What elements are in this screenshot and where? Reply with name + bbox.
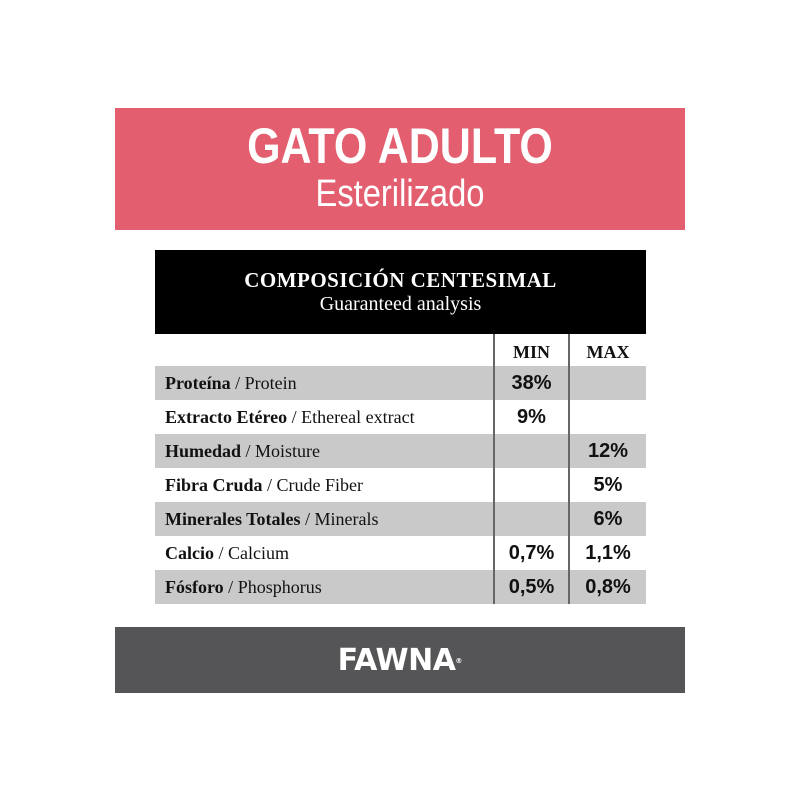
table-row-phosphorus bbox=[155, 570, 646, 604]
footer-banner bbox=[115, 627, 685, 693]
nutrient-name-es: Proteína bbox=[165, 373, 231, 393]
max-value: 6% bbox=[568, 502, 646, 536]
min-value: 0,7% bbox=[493, 536, 568, 570]
product-title: GATO ADULTO bbox=[247, 118, 553, 174]
brand-name: FAWNA bbox=[337, 643, 456, 678]
name-separator: / bbox=[287, 407, 302, 427]
name-separator: / bbox=[214, 543, 229, 563]
min-value: 9% bbox=[493, 400, 568, 434]
table-row-moisture bbox=[155, 434, 646, 468]
name-separator: / bbox=[300, 509, 315, 529]
table-row-calcium bbox=[155, 536, 646, 570]
table-row-protein bbox=[155, 366, 646, 400]
nutrient-name-en: Ethereal extract bbox=[301, 407, 415, 427]
nutrient-name-en: Calcium bbox=[228, 543, 290, 563]
nutrient-name bbox=[165, 468, 363, 502]
guaranteed-analysis-table bbox=[155, 250, 646, 604]
nutrient-name-en: Phosphorus bbox=[237, 577, 322, 597]
nutrient-name-es: Fósforo bbox=[165, 577, 224, 597]
nutrient-name bbox=[165, 502, 379, 536]
nutrient-name-en: Crude Fiber bbox=[276, 475, 364, 495]
nutrient-name-es: Minerales Totales bbox=[165, 509, 301, 529]
max-column-header: MAX bbox=[568, 334, 646, 366]
table-row-ethereal-extract bbox=[155, 400, 646, 434]
min-value bbox=[493, 434, 568, 468]
name-separator: / bbox=[262, 475, 277, 495]
table-row-crude-fiber bbox=[155, 468, 646, 502]
max-value: 5% bbox=[568, 468, 646, 502]
product-subtitle: Esterilizado bbox=[315, 173, 485, 215]
table-header bbox=[155, 250, 646, 334]
name-separator: / bbox=[230, 373, 245, 393]
table-row-minerals bbox=[155, 502, 646, 536]
name-separator: / bbox=[223, 577, 238, 597]
max-value bbox=[568, 400, 646, 434]
nutrient-name-es: Fibra Cruda bbox=[165, 475, 263, 495]
brand-logo bbox=[338, 644, 463, 678]
nutrient-name bbox=[165, 366, 297, 400]
nutrient-name-es: Extracto Etéreo bbox=[165, 407, 288, 427]
table-title: COMPOSICIÓN CENTESIMAL bbox=[244, 268, 557, 292]
nutrient-name bbox=[165, 570, 322, 604]
max-value: 1,1% bbox=[568, 536, 646, 570]
nutrient-name-en: Protein bbox=[244, 373, 297, 393]
max-value bbox=[568, 366, 646, 400]
max-value: 0,8% bbox=[568, 570, 646, 604]
column-header-row bbox=[155, 334, 646, 366]
name-separator: / bbox=[241, 441, 256, 461]
min-value: 0,5% bbox=[493, 570, 568, 604]
trademark-symbol: ® bbox=[455, 657, 463, 665]
nutrient-name-es: Calcio bbox=[165, 543, 214, 563]
min-value: 38% bbox=[493, 366, 568, 400]
nutrient-name-es: Humedad bbox=[165, 441, 242, 461]
nutrient-name bbox=[165, 434, 320, 468]
max-value: 12% bbox=[568, 434, 646, 468]
nutrient-name-en: Minerals bbox=[314, 509, 379, 529]
min-value bbox=[493, 468, 568, 502]
nutrient-name bbox=[165, 400, 415, 434]
nutrient-name-en: Moisture bbox=[255, 441, 321, 461]
nutrient-name bbox=[165, 536, 289, 570]
header-banner bbox=[115, 108, 685, 230]
min-column-header: MIN bbox=[493, 334, 568, 366]
min-value bbox=[493, 502, 568, 536]
table-subtitle: Guaranteed analysis bbox=[319, 293, 482, 315]
